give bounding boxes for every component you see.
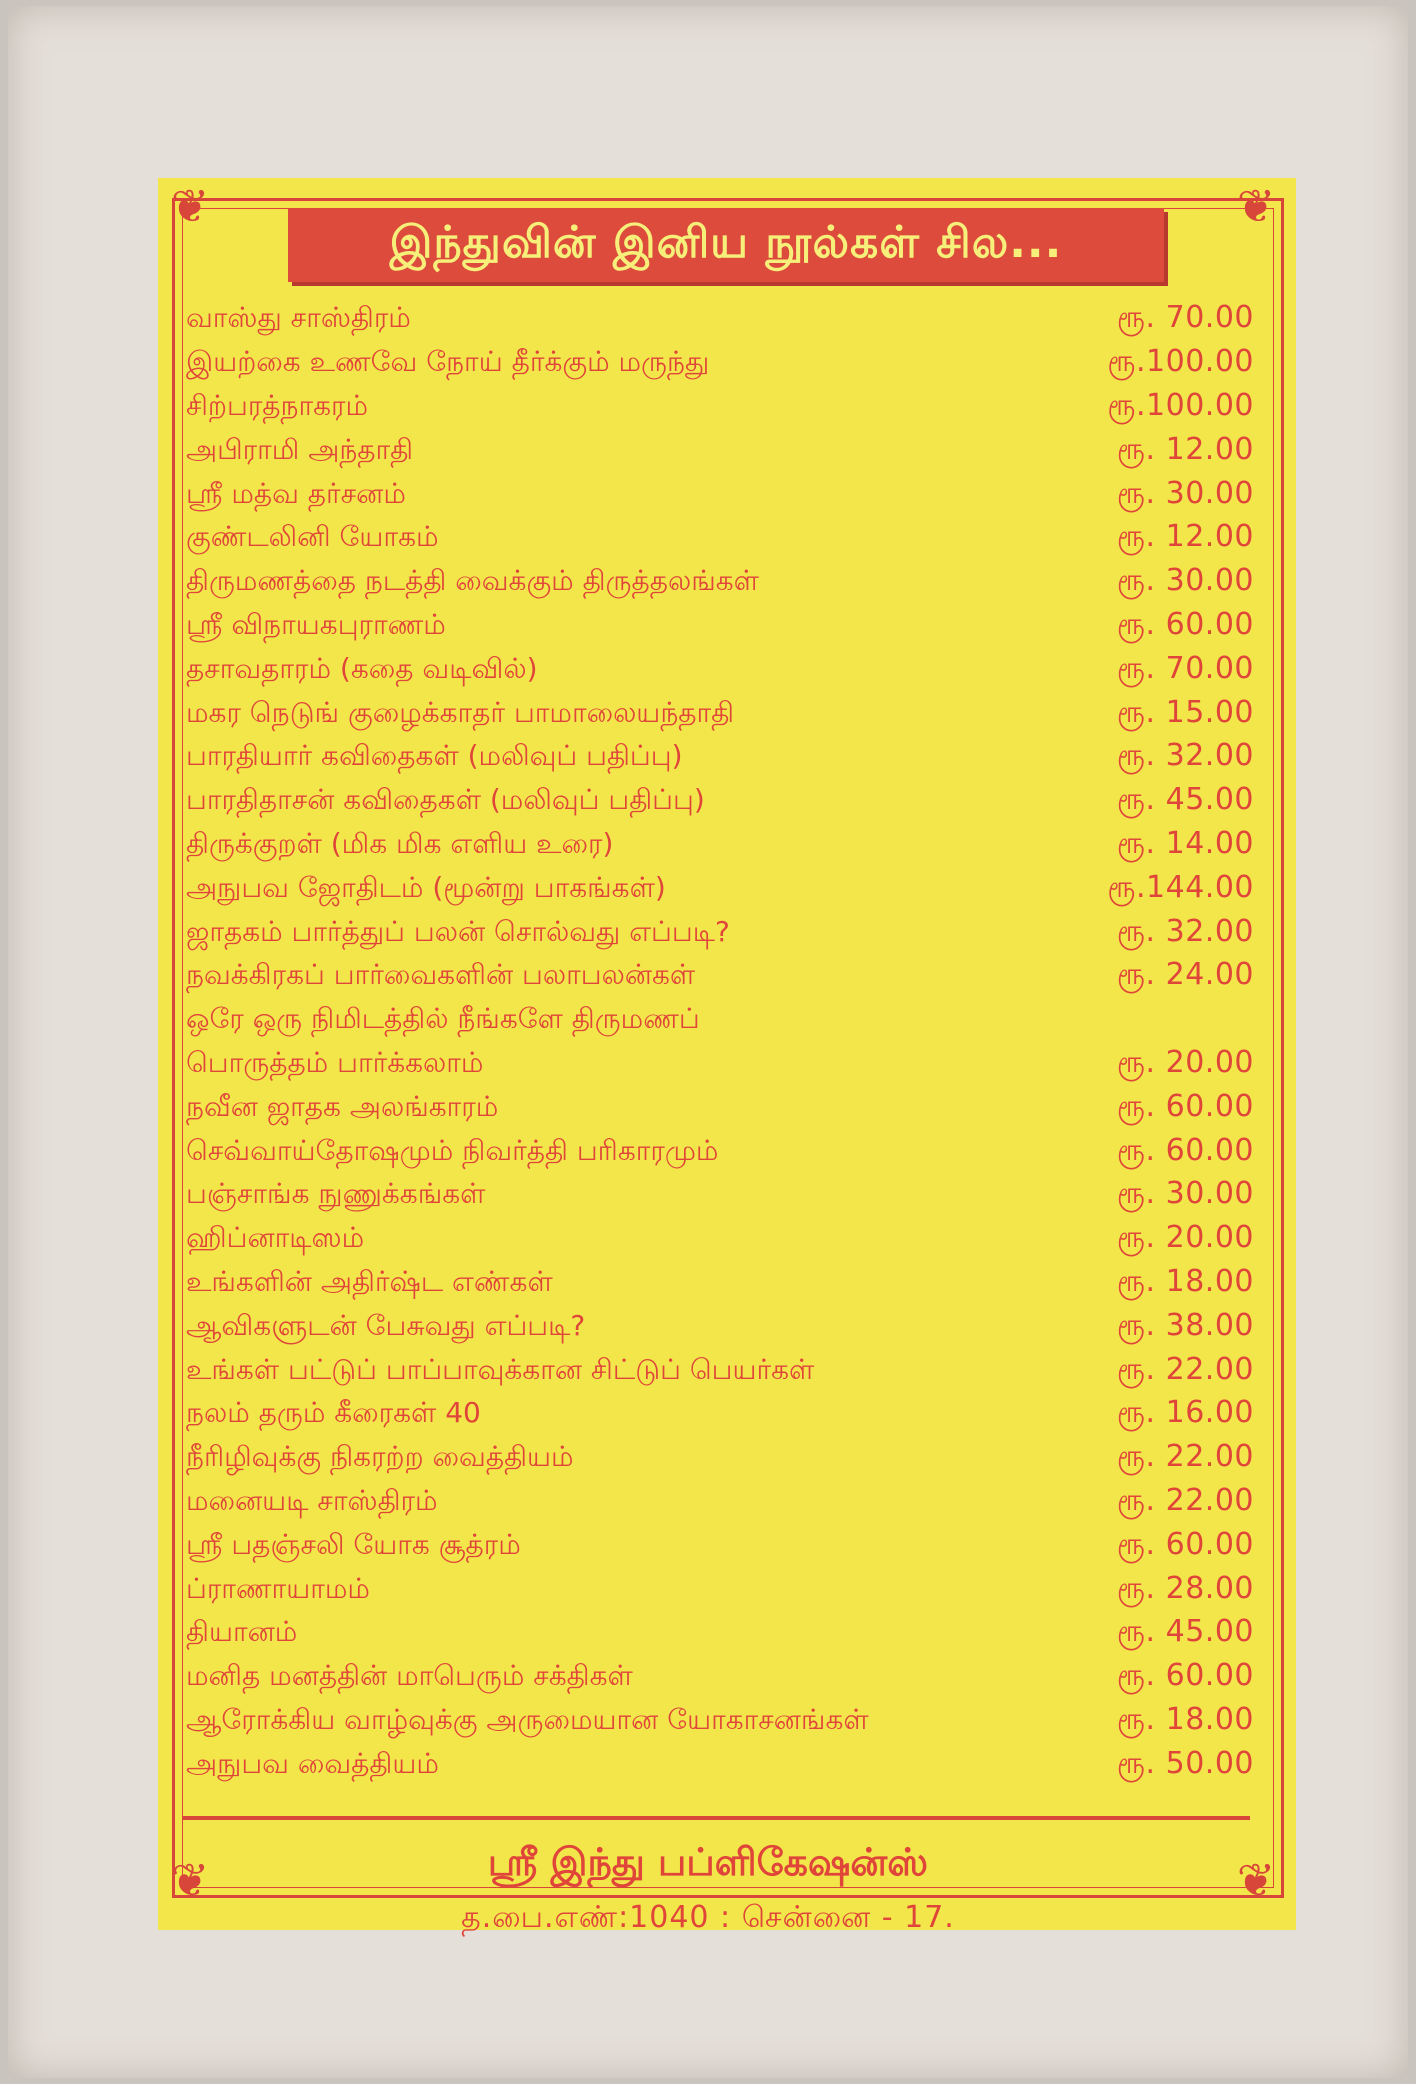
book-price: ரூ. 30.00 [1116,1176,1254,1212]
book-price: ரூ. 22.00 [1116,1439,1254,1475]
book-title: அபிராமி அந்தாதி [186,432,414,466]
book-title: பொருத்தம் பார்க்கலாம் [186,1045,484,1079]
book-price: ரூ. 60.00 [1116,1132,1254,1168]
book-title: செவ்வாய்தோஷமும் நிவர்த்தி பரிகாரமும் [186,1133,719,1167]
book-title: அநுபவ வைத்தியம் [186,1746,439,1780]
list-item [186,1305,1260,1349]
book-price: ரூ. 18.00 [1116,1263,1254,1299]
list-item [186,1568,1260,1612]
list-item [186,1393,1260,1437]
book-title: குண்டலினி யோகம் [186,520,439,554]
book-title: ஆவிகளுடன் பேசுவது எப்படி? [186,1308,586,1342]
book-price: ரூ.144.00 [1107,869,1254,905]
list-item [186,1481,1260,1525]
book-title: மகர நெடுங் குழைக்காதர் பாமாலையந்தாதி [186,695,735,729]
publisher-address: த.பை.எண்:1040 : சென்னை - 17. [461,1900,955,1935]
list-item [186,1349,1260,1393]
list-item [186,429,1260,473]
list-item [186,780,1260,824]
book-title: நவக்கிரகப் பார்வைகளின் பலாபலன்கள் [186,958,696,992]
book-price: ரூ. 30.00 [1116,563,1254,599]
list-item [186,561,1260,605]
list-item [186,692,1260,736]
book-price: ரூ. 60.00 [1116,606,1254,642]
book-title: தியானம் [186,1615,298,1649]
book-price: ரூ. 18.00 [1116,1701,1254,1737]
book-price: ரூ. 22.00 [1116,1351,1254,1387]
list-item [186,1130,1260,1174]
list-item [186,1612,1260,1656]
book-title: சிற்பரத்நாகரம் [186,388,369,422]
book-price: ரூ. 12.00 [1116,431,1254,467]
book-title: அநுபவ ஜோதிடம் (மூன்று பாகங்கள்) [186,870,666,904]
list-item [186,1656,1260,1700]
book-price: ரூ. 60.00 [1116,1658,1254,1694]
list-item [186,386,1260,430]
book-price: ரூ. 32.00 [1116,738,1254,774]
book-title: மனையடி சாஸ்திரம் [186,1483,438,1517]
book-title: திருக்குறள் (மிக மிக எளிய உரை) [186,826,614,860]
book-title: ஆரோக்கிய வாழ்வுக்கு அருமையான யோகாசனங்கள் [186,1702,869,1736]
book-title: உங்களின் அதிர்ஷ்ட எண்கள் [186,1264,553,1298]
book-price: ரூ. 12.00 [1116,519,1254,555]
book-price: ரூ. 45.00 [1116,782,1254,818]
title-banner [288,208,1164,282]
book-title: ப்ராணாயாமம் [186,1571,370,1605]
book-title: பாரதியார் கவிதைகள் (மலிவுப் பதிப்பு) [186,739,683,773]
book-price: ரூ. 20.00 [1116,1220,1254,1256]
list-item [186,605,1260,649]
book-price: ரூ. 45.00 [1116,1614,1254,1650]
list-item [186,1174,1260,1218]
book-title: திருமணத்தை நடத்தி வைக்கும் திருத்தலங்கள் [186,564,759,598]
corner-ornament-icon: ❦ [170,179,210,233]
book-title: ஸ்ரீ மத்வ தர்சனம் [186,476,406,510]
list-item [186,824,1260,868]
divider [182,1816,1250,1820]
book-title: நீரிழிவுக்கு நிகரற்ற வைத்தியம் [186,1440,574,1474]
book-title: ஹிப்னாடிஸம் [186,1221,365,1255]
book-title: பாரதிதாசன் கவிதைகள் (மலிவுப் பதிப்பு) [186,783,705,817]
book-title: நலம் தரும் கீரைகள் 40 [186,1396,481,1430]
list-item [186,648,1260,692]
book-title: ஜாதகம் பார்த்துப் பலன் சொல்வது எப்படி? [186,914,730,948]
list-item [186,1524,1260,1568]
book-title: ஒரே ஒரு நிமிடத்தில் நீங்களே திருமணப் [186,1002,700,1036]
book-price: ரூ. 38.00 [1116,1307,1254,1343]
list-item [186,999,1260,1043]
page-title: இந்துவின் இனிய நூல்கள் சில... [389,216,1063,268]
book-price: ரூ.100.00 [1107,387,1254,423]
list-item [186,298,1260,342]
list-item [186,1043,1260,1087]
book-price: ரூ. 28.00 [1116,1570,1254,1606]
book-price: ரூ. 14.00 [1116,825,1254,861]
book-price: ரூ.100.00 [1107,344,1254,380]
book-price: ரூ. 22.00 [1116,1482,1254,1518]
book-price: ரூ. 32.00 [1116,913,1254,949]
list-item [186,1262,1260,1306]
book-title: ஸ்ரீ விநாயகபுராணம் [186,607,446,641]
list-item [186,1743,1260,1787]
list-item [186,1086,1260,1130]
book-title: நவீன ஜாதக அலங்காரம் [186,1089,499,1123]
book-price: ரூ. 60.00 [1116,1526,1254,1562]
book-title: வாஸ்து சாஸ்திரம் [186,301,411,335]
corner-ornament-icon: ❦ [1236,1853,1276,1907]
book-title: இயற்கை உணவே நோய் தீர்க்கும் மருந்து [186,345,710,379]
list-item [186,1437,1260,1481]
list-item [186,867,1260,911]
list-item [186,517,1260,561]
list-item [186,473,1260,517]
book-price: ரூ. 20.00 [1116,1044,1254,1080]
list-item [186,342,1260,386]
publisher-name: ஸ்ரீ இந்து பப்ளிகேஷன்ஸ் [487,1840,929,1884]
book-price: ரூ. 60.00 [1116,1088,1254,1124]
book-price: ரூ. 70.00 [1116,300,1254,336]
book-price: ரூ. 15.00 [1116,694,1254,730]
book-title: ஸ்ரீ பதஞ்சலி யோக சூத்ரம் [186,1527,521,1561]
book-price: ரூ. 70.00 [1116,650,1254,686]
list-item [186,736,1260,780]
book-title: உங்கள் பட்டுப் பாப்பாவுக்கான சிட்டுப் பெயர்கள் [186,1352,815,1386]
list-item [186,955,1260,999]
book-price: ரூ. 50.00 [1116,1745,1254,1781]
corner-ornament-icon: ❦ [1236,179,1276,233]
book-title: மனித மனத்தின் மாபெரும் சக்திகள் [186,1659,633,1693]
corner-ornament-icon: ❦ [170,1853,210,1907]
book-price: ரூ. 30.00 [1116,475,1254,511]
book-price-list [186,298,1260,1787]
book-price: ரூ. 16.00 [1116,1395,1254,1431]
book-title: பஞ்சாங்க நுணுக்கங்கள் [186,1177,486,1211]
book-price: ரூ. 24.00 [1116,957,1254,993]
list-item [186,1218,1260,1262]
book-title: தசாவதாரம் (கதை வடிவில்) [186,651,538,685]
list-item [186,1700,1260,1744]
list-item [186,911,1260,955]
